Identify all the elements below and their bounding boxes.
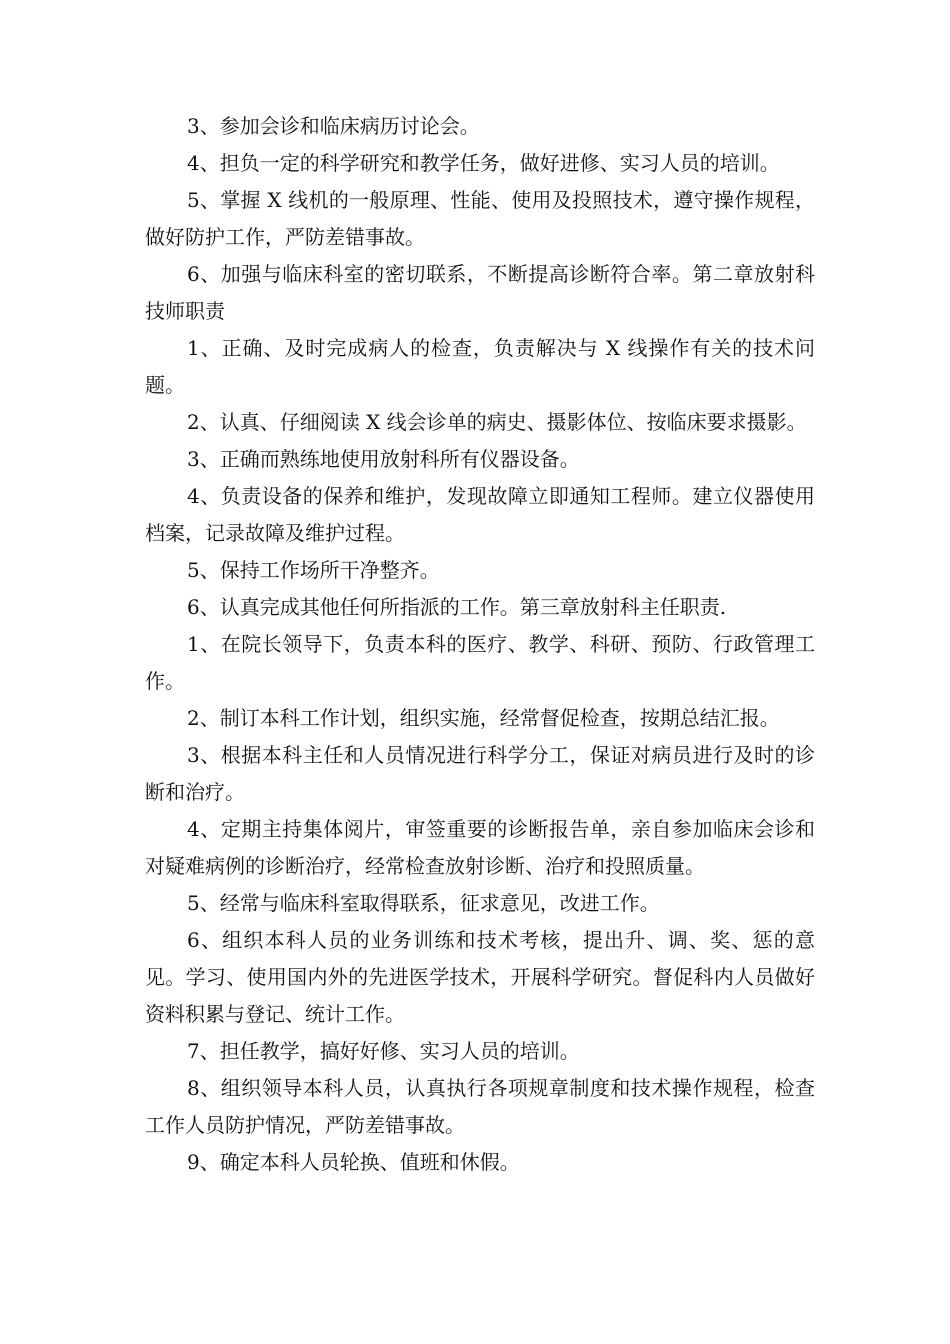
- paragraph-7: 3、正确而熟练地使用放射科所有仪器设备。: [187, 447, 580, 471]
- paragraph-17: 7、担任教学，搞好好修、实习人员的培训。: [187, 1039, 580, 1063]
- paragraph-6: 2、认真、仔细阅读 X 线会诊单的病史、摄影体位、按临床要求摄影。: [187, 410, 807, 434]
- paragraph-16: 6、组织本科人员的业务训练和技术考核，提出升、调、奖、惩的意见。学习、使用国内外的先进医学技术，开展科学研究。督促科内人员做好资料积累与登记、统计工作。: [145, 928, 815, 1026]
- paragraph-18: 8、组织领导本科人员，认真执行各项规章制度和技术操作规程，检查工作人员防护情况，严防差错事故。: [145, 1076, 815, 1137]
- paragraph-13: 3、根据本科主任和人员情况进行科学分工，保证对病员进行及时的诊断和治疗。: [145, 743, 815, 804]
- paragraph-2: 4、担负一定的科学研究和教学任务，做好进修、实习人员的培训。: [187, 151, 780, 175]
- paragraph-8: 4、负责设备的保养和维护，发现故障立即通知工程师。建立仪器使用档案，记录故障及维护过程。: [145, 484, 815, 545]
- paragraph-15: 5、经常与临床科室取得联系，征求意见，改进工作。: [187, 891, 660, 915]
- paragraph-9: 5、保持工作场所干净整齐。: [187, 558, 440, 582]
- paragraph-12: 2、制订本科工作计划，组织实施，经常督促检查，按期总结汇报。: [187, 706, 780, 730]
- paragraph-14: 4、定期主持集体阅片，审签重要的诊断报告单，亲自参加临床会诊和对疑难病例的诊断治疗，经常检查放射诊断、治疗和投照质量。: [145, 817, 815, 878]
- paragraph-3: 5、掌握 X 线机的一般原理、性能、使用及投照技术，遵守操作规程，做好防护工作，严防差错事故。: [145, 188, 815, 249]
- paragraph-10: 6、认真完成其他任何所指派的工作。第三章放射科主任职责.: [187, 595, 727, 619]
- paragraph-19: 9、确定本科人员轮换、值班和休假。: [187, 1150, 520, 1174]
- paragraph-5: 1、正确、及时完成病人的检查，负责解决与 X 线操作有关的技术问题。: [145, 336, 815, 397]
- paragraph-11: 1、在院长领导下，负责本科的医疗、教学、科研、预防、行政管理工作。: [145, 632, 815, 693]
- document-body: [145, 108, 815, 1181]
- paragraph-4: 6、加强与临床科室的密切联系，不断提高诊断符合率。第二章放射科技师职责: [145, 262, 815, 323]
- paragraph-1: 3、参加会诊和临床病历讨论会。: [187, 114, 480, 138]
